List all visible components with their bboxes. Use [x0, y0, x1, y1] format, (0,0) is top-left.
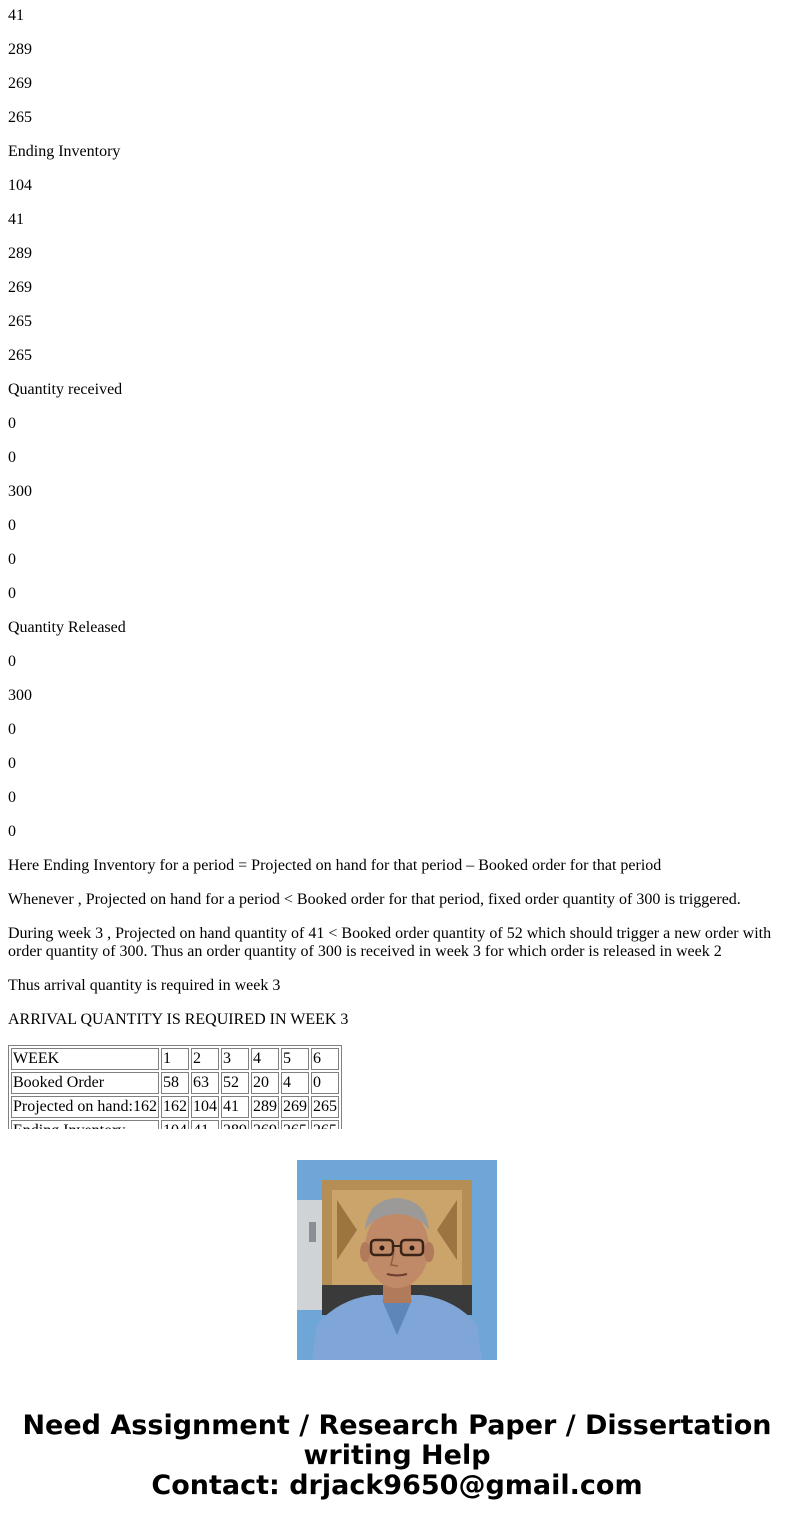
promo-line: writing Help	[303, 1440, 491, 1471]
explanation-paragraph: Thus arrival quantity is required in week 3	[8, 977, 281, 994]
value-line: 269	[8, 279, 32, 296]
table-cell: 63	[191, 1072, 219, 1094]
table-row	[11, 1072, 339, 1094]
value-line: 289	[8, 41, 32, 58]
table-cell: 4	[281, 1072, 309, 1094]
table-cell: 41	[221, 1096, 249, 1118]
contact-email: Contact: drjack9650@gmail.com	[151, 1470, 643, 1501]
conclusion-paragraph: ARRIVAL QUANTITY IS REQUIRED IN WEEK 3	[8, 1011, 349, 1028]
value-line: 104	[8, 177, 32, 194]
table-cell: 5	[281, 1048, 309, 1070]
table-cell: 269	[281, 1096, 309, 1118]
document-body	[0, 7, 794, 1129]
table-cell: 162	[161, 1096, 189, 1118]
explanation-paragraph: During week 3 , Projected on hand quantity of 41 < Booked order quantity of 52 which should trigger a new order with order quantity of 300. Thus an order quantity of 300 is received in week 3 for which order is released in week 2	[8, 925, 772, 960]
value-line: 265	[8, 313, 32, 330]
table-cell: 265	[311, 1096, 339, 1118]
table-cell: 58	[161, 1072, 189, 1094]
value-line: 41	[8, 7, 24, 24]
quantity-released-label: Quantity Released	[8, 619, 126, 636]
explanation-paragraph: Here Ending Inventory for a period = Projected on hand for that period – Booked order for that period	[8, 857, 662, 874]
avatar	[297, 1160, 497, 1360]
value-line: 0	[8, 653, 16, 670]
value-line: 41	[8, 211, 24, 228]
explanation-paragraph: Whenever , Projected on hand for a period < Booked order for that period, fixed order quantity of 300 is triggered.	[8, 891, 741, 908]
table-row	[11, 1096, 339, 1118]
value-line: 0	[8, 755, 16, 772]
table-cell: 3	[221, 1048, 249, 1070]
table-cell: 4	[251, 1048, 279, 1070]
table-cell: 1	[161, 1048, 189, 1070]
value-line: 0	[8, 585, 16, 602]
promo-text	[0, 1411, 794, 1501]
value-line: 0	[8, 823, 16, 840]
table-cell: 289	[251, 1096, 279, 1118]
table-cell: 2	[191, 1048, 219, 1070]
table-cell: 0	[311, 1072, 339, 1094]
promo-line: Need Assignment / Research Paper / Dissertation	[22, 1410, 772, 1441]
value-line: 265	[8, 347, 32, 364]
value-line: 0	[8, 551, 16, 568]
table-cell: Booked Order	[11, 1072, 159, 1094]
table-cell: 20	[251, 1072, 279, 1094]
value-line: 289	[8, 245, 32, 262]
value-line: 0	[8, 415, 16, 432]
value-line: 300	[8, 483, 32, 500]
value-line: 300	[8, 687, 32, 704]
person-photo-icon	[297, 1160, 497, 1360]
value-line: 0	[8, 721, 16, 738]
table-cell: 104	[191, 1096, 219, 1118]
table-cell: Projected on hand:162	[11, 1096, 159, 1118]
value-line: 0	[8, 789, 16, 806]
table-cell: 52	[221, 1072, 249, 1094]
value-line: 265	[8, 109, 32, 126]
value-line: 0	[8, 517, 16, 534]
promo-overlay	[0, 1129, 794, 1530]
table-row	[11, 1048, 339, 1070]
value-line: 269	[8, 75, 32, 92]
table-cell: WEEK	[11, 1048, 159, 1070]
ending-inventory-label: Ending Inventory	[8, 143, 121, 160]
value-line: 0	[8, 449, 16, 466]
quantity-received-label: Quantity received	[8, 381, 123, 398]
table-cell: 6	[311, 1048, 339, 1070]
